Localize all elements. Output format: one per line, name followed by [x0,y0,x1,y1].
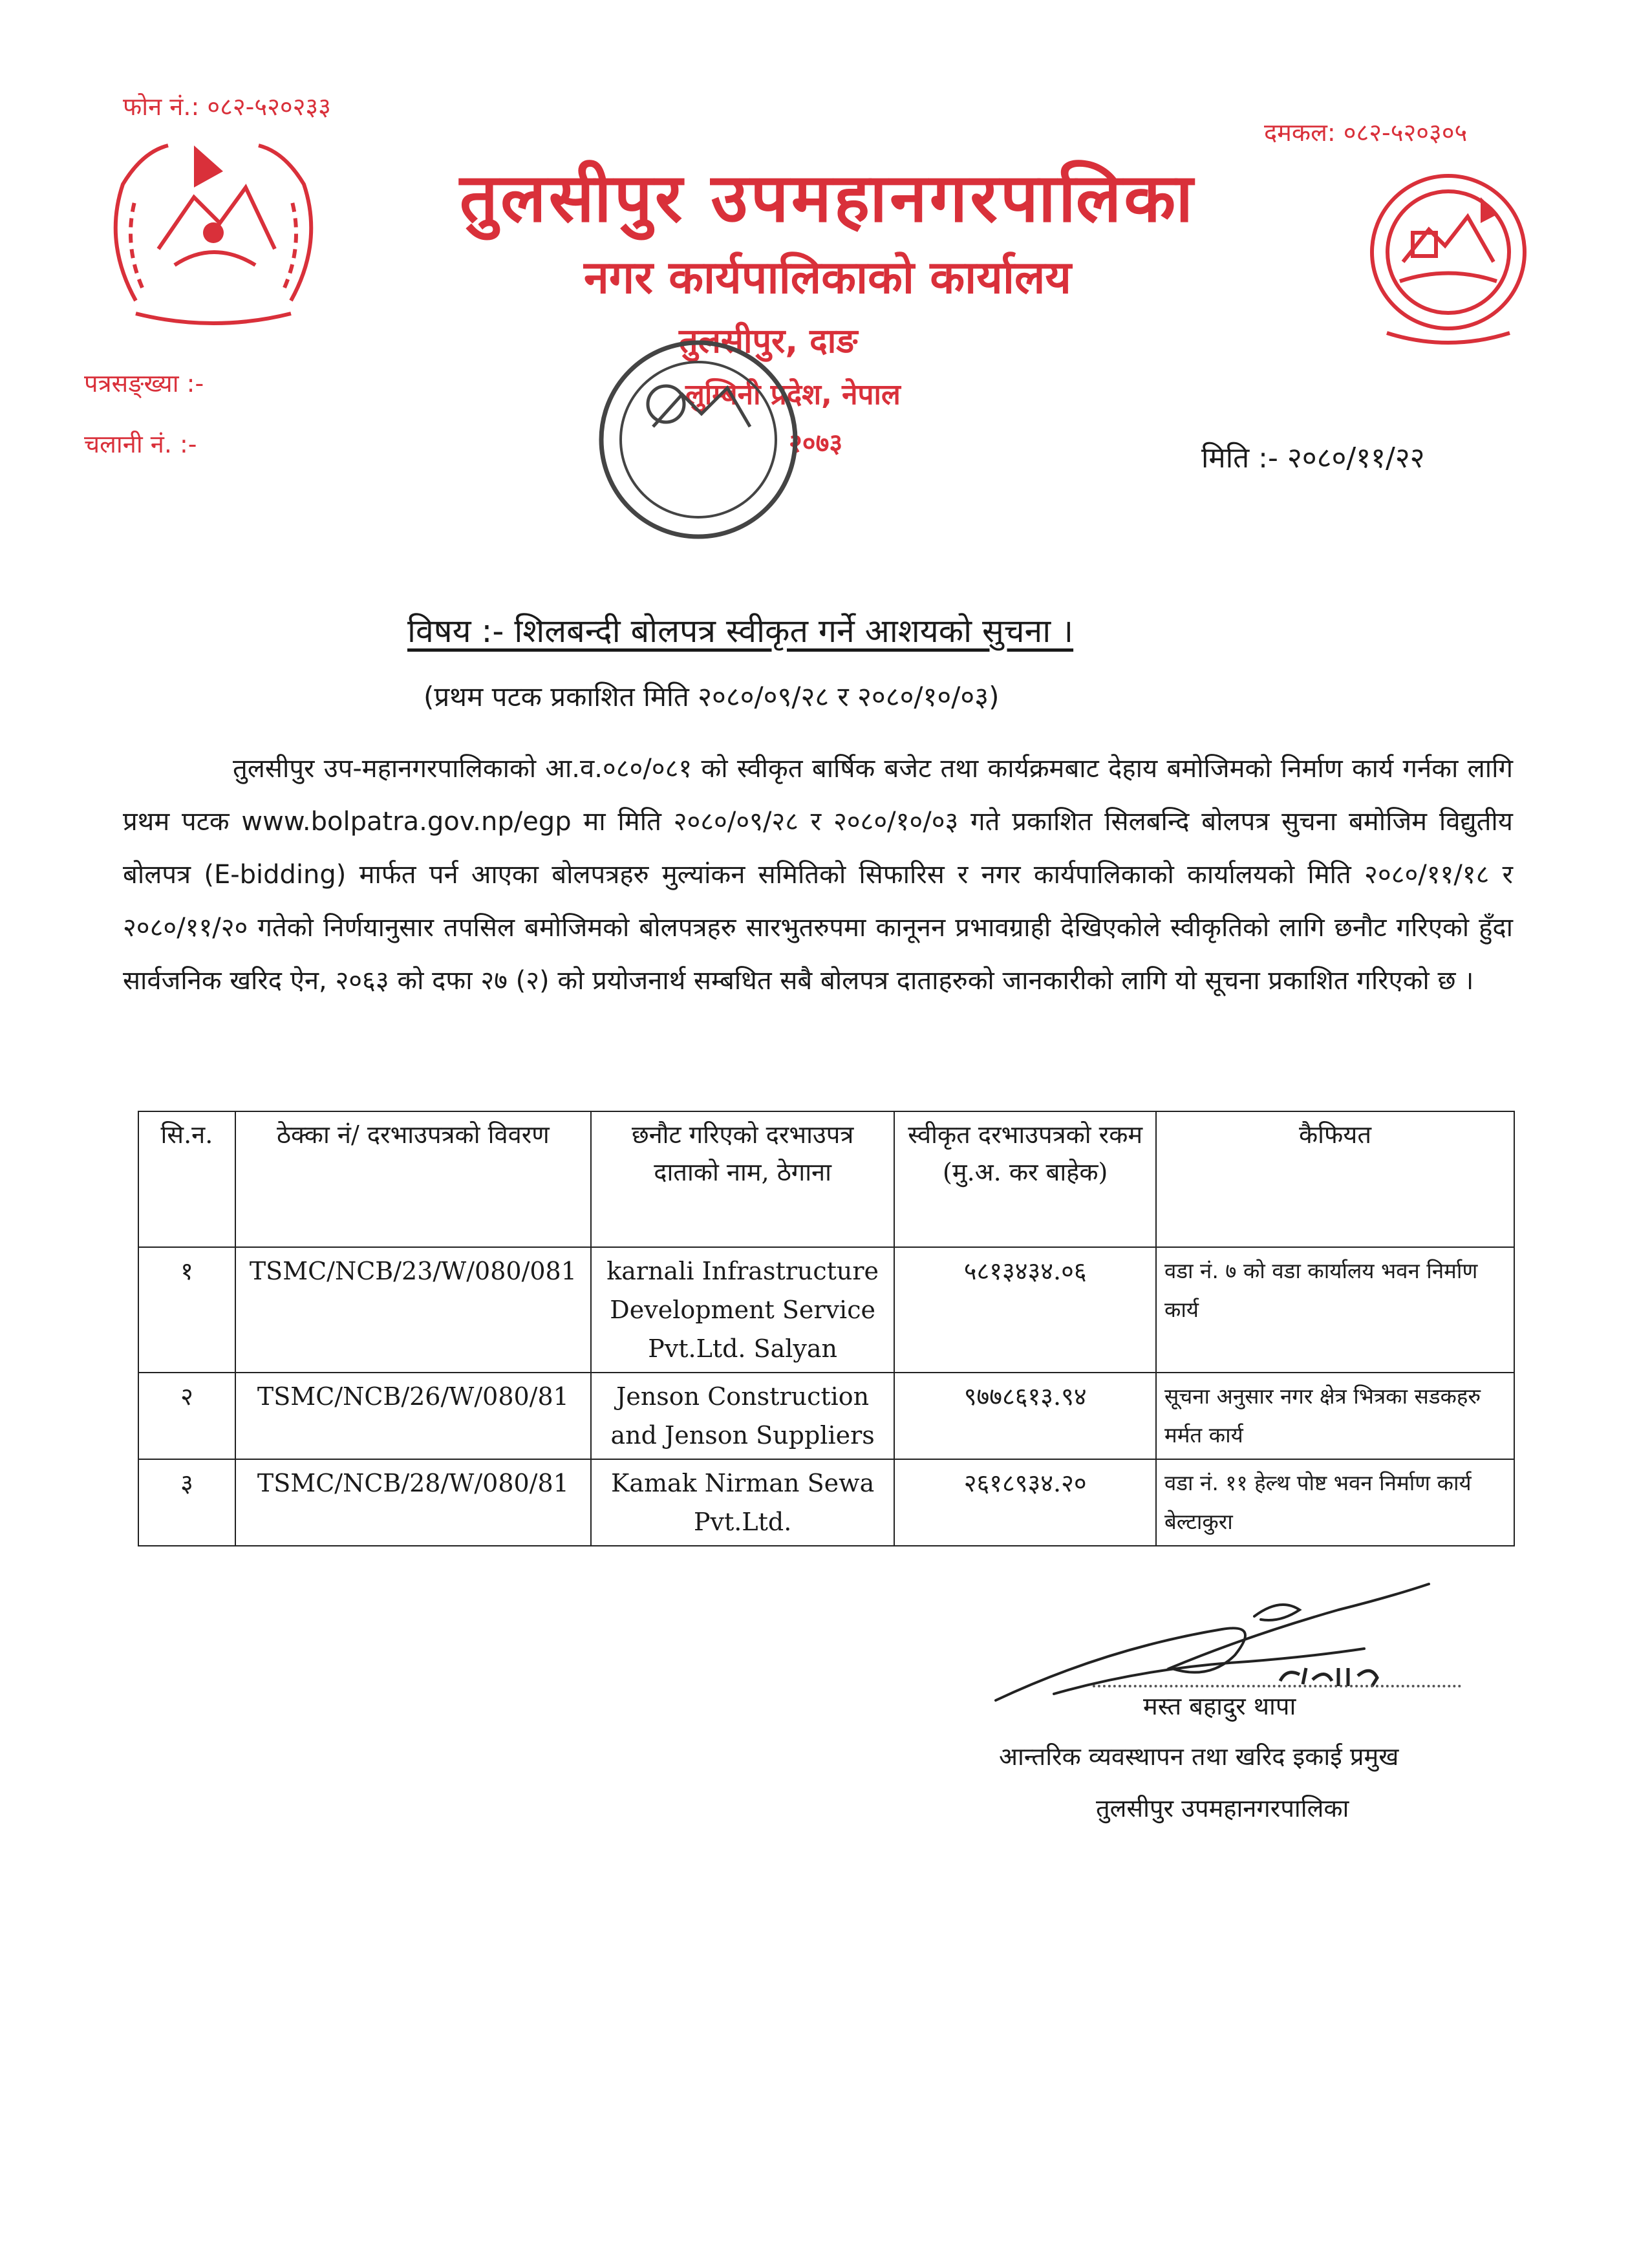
row-bidder: Jenson Construction and Jenson Suppliers [591,1373,895,1459]
office-stamp [569,323,828,569]
dispatch-number-label: चलानी नं. :- [84,430,197,458]
province-name: लुम्बिनी प्रदेश, नेपाल [685,378,901,411]
table-row [138,1373,1514,1459]
row-contract-number: TSMC/NCB/28/W/080/81 [235,1459,591,1546]
bid-results-table [138,1111,1515,1546]
row-sn: ३ [138,1459,235,1546]
notice-subject: विषय :- शिलबन्दी बोलपत्र स्वीकृत गर्ने आशयको सुचना । [407,612,1074,650]
signatory-role: आन्तरिक व्यवस्थापन तथा खरिद इकाई प्रमुख [999,1742,1399,1771]
row-contract-number: TSMC/NCB/26/W/080/81 [235,1373,591,1459]
col-header-contract: ठेक्का नं/ दरभाउपत्रको विवरण [235,1111,591,1247]
row-amount: ९७७८६१३.९४ [894,1373,1156,1459]
row-remark: सूचना अनुसार नगर क्षेत्र भित्रका सडकहरु मर्मत कार्य [1156,1373,1514,1459]
signatory-organization: तुलसीपुर उपमहानगरपालिका [1096,1794,1349,1823]
row-amount: ५८१३४३४.०६ [894,1247,1156,1373]
row-sn: १ [138,1247,235,1373]
nepal-emblem-icon [97,126,330,333]
letter-date: मिति :- २०८०/११/२२ [1201,442,1425,475]
col-header-remarks: कैफियत [1156,1111,1514,1247]
notice-body: तुलसीपुर उप-महानगरपालिकाको आ.व.०८०/०८१ को स्वीकृत बार्षिक बजेट तथा कार्यक्रमबाट देहाय बमोजिमको निर्माण कार्य गर्नका लागि प्रथम पटक www.bolpatra.gov.np/egp मा मिति २०८०/०९/२८ र २०८०/१०/०३ गते प्रकाशित सिलबन्दि बोलपत्र सुचना बमोजिम विद्युतीय बोलपत्र (E-bidding) मार्फत पर्न आएका बोलपत्रहरु मुल्यांकन समितिको सिफारिस र नगर कार्यपालिकाको कार्यालयको मिति २०८०/११/१८ र २०८०/११/२० गतेको निर्णयानुसार तपसिल बमोजिमको बोलपत्रहरु सारभुतरुपमा कानूनन प्रभावग्राही देखिएकोले स्वीकृतिको लागि छनौट गरिएको हुँदा सार्वजनिक खरिद ऐन, २०६३ को दफा २७ (२) को प्रयोजनार्थ सम्बधित सबै बोलपत्र दाताहरुको जानकारीको लागि यो सूचना प्रकाशित गरिएको छ । [123,754,1513,996]
col-header-sn: सि.न. [138,1111,235,1247]
row-bidder: karnali Infrastructure Development Service Pvt.Ltd. Salyan [591,1247,895,1373]
first-publication-dates: (प्रथम पटक प्रकाशित मिति २०८०/०९/२८ र २०८०/१०/०३) [423,681,1000,712]
row-amount: २६१८९३४.२० [894,1459,1156,1546]
row-sn: २ [138,1373,235,1459]
row-contract-number: TSMC/NCB/23/W/080/081 [235,1247,591,1373]
office-location: तुलसीपुर, दाङ [679,322,858,361]
established-year: २०७३ [789,429,843,458]
table-row [138,1459,1514,1546]
table-header-row [138,1111,1514,1247]
table-row [138,1247,1514,1373]
fire-brigade-number: दमकल: ०८२-५२०३०५ [1264,118,1468,147]
col-header-bidder: छनौट गरिएको दरभाउपत्र दाताको नाम, ठेगाना [591,1111,895,1247]
office-name: नगर कार्यपालिकाको कार्यालय [583,251,1072,304]
row-bidder: Kamak Nirman Sewa Pvt.Ltd. [591,1459,895,1546]
signature-line [1093,1685,1461,1687]
reference-number-label: पत्रसङ्ख्या :- [84,369,204,398]
row-remark: वडा नं. ७ को वडा कार्यालय भवन निर्माण कार्य [1156,1247,1514,1373]
signatory-name: मस्त बहादुर थापा [1143,1692,1296,1720]
municipality-name: तुलसीपुर उपमहानगरपालिका [459,158,1196,237]
municipality-logo-icon [1348,158,1548,352]
row-remark: वडा नं. ११ हेल्थ पोष्ट भवन निर्माण कार्य बेल्टाकुरा [1156,1459,1514,1546]
col-header-amount: स्वीकृत दरभाउपत्रको रकम (मु.अ. कर बाहेक) [894,1111,1156,1247]
phone-number: फोन नं.: ०८२-५२०२३३ [123,92,331,121]
